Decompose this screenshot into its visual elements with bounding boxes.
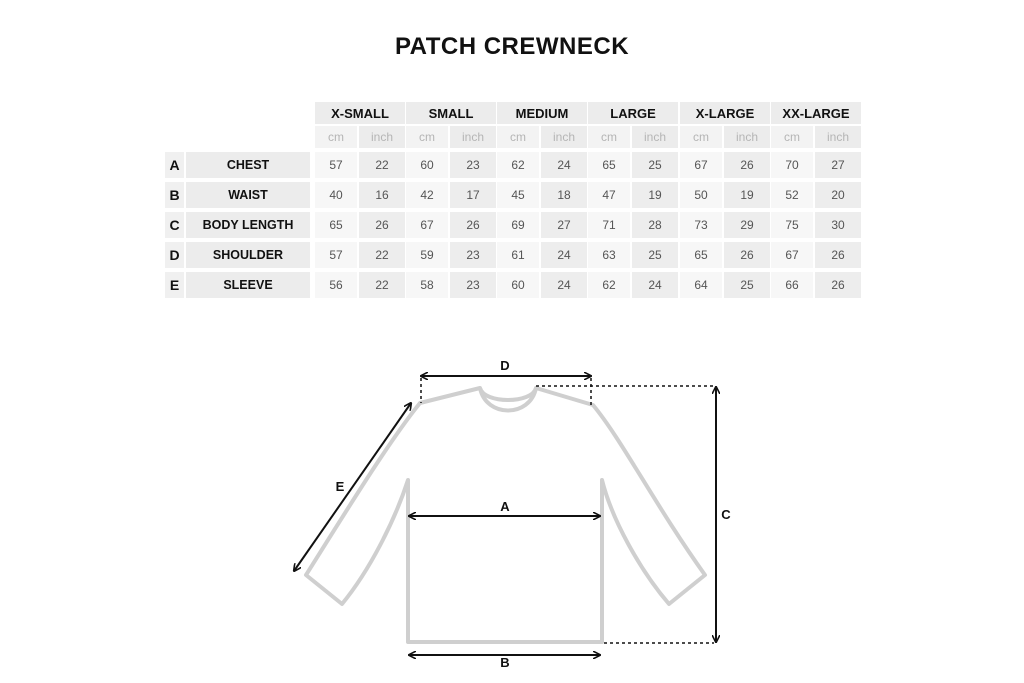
value-inch: 20 (815, 182, 861, 208)
value-cm: 65 (315, 212, 357, 238)
value-cm: 50 (680, 182, 722, 208)
value-cm: 42 (406, 182, 448, 208)
unit-label-inch: inch (359, 126, 405, 148)
value-inch: 29 (724, 212, 770, 238)
unit-label-inch: inch (632, 126, 678, 148)
value-inch: 27 (541, 212, 587, 238)
unit-label-inch: inch (815, 126, 861, 148)
value-cm: 67 (771, 242, 813, 268)
value-cm: 65 (588, 152, 630, 178)
value-cm: 40 (315, 182, 357, 208)
value-cm: 69 (497, 212, 539, 238)
value-cm: 70 (771, 152, 813, 178)
value-inch: 19 (724, 182, 770, 208)
value-inch: 27 (815, 152, 861, 178)
value-inch: 24 (632, 272, 678, 298)
value-inch: 24 (541, 152, 587, 178)
unit-label-cm: cm (588, 126, 630, 148)
size-header: SMALL (406, 102, 496, 124)
value-cm: 57 (315, 152, 357, 178)
value-inch: 18 (541, 182, 587, 208)
value-inch: 22 (359, 242, 405, 268)
value-inch: 16 (359, 182, 405, 208)
value-inch: 23 (450, 272, 496, 298)
value-inch: 26 (450, 212, 496, 238)
size-header: X-LARGE (680, 102, 770, 124)
row-letter: A (165, 152, 184, 178)
unit-label-cm: cm (680, 126, 722, 148)
dimension-label-b: B (500, 655, 510, 670)
size-header: X-SMALL (315, 102, 405, 124)
value-cm: 71 (588, 212, 630, 238)
value-inch: 26 (359, 212, 405, 238)
value-cm: 62 (497, 152, 539, 178)
unit-label-cm: cm (406, 126, 448, 148)
value-inch: 28 (632, 212, 678, 238)
value-cm: 62 (588, 272, 630, 298)
measurement-name: SLEEVE (186, 272, 310, 298)
value-cm: 67 (406, 212, 448, 238)
value-cm: 67 (680, 152, 722, 178)
value-cm: 45 (497, 182, 539, 208)
value-cm: 63 (588, 242, 630, 268)
value-inch: 30 (815, 212, 861, 238)
value-inch: 25 (724, 272, 770, 298)
value-cm: 60 (497, 272, 539, 298)
sweater-collar (480, 388, 536, 400)
value-cm: 56 (315, 272, 357, 298)
dimension-label-e: E (335, 479, 345, 494)
value-inch: 26 (724, 152, 770, 178)
measurement-name: CHEST (186, 152, 310, 178)
size-header: XX-LARGE (771, 102, 861, 124)
unit-label-inch: inch (541, 126, 587, 148)
value-cm: 75 (771, 212, 813, 238)
value-inch: 22 (359, 272, 405, 298)
row-letter: E (165, 272, 184, 298)
value-cm: 60 (406, 152, 448, 178)
measurement-name: SHOULDER (186, 242, 310, 268)
unit-label-inch: inch (724, 126, 770, 148)
dimension-label-c: C (721, 507, 731, 522)
row-letter: C (165, 212, 184, 238)
row-letter: B (165, 182, 184, 208)
value-inch: 22 (359, 152, 405, 178)
unit-label-cm: cm (315, 126, 357, 148)
value-inch: 26 (815, 242, 861, 268)
dimension-line-e (294, 403, 411, 571)
value-inch: 25 (632, 152, 678, 178)
value-cm: 66 (771, 272, 813, 298)
value-cm: 58 (406, 272, 448, 298)
value-cm: 73 (680, 212, 722, 238)
measurement-name: WAIST (186, 182, 310, 208)
unit-label-cm: cm (771, 126, 813, 148)
value-inch: 26 (724, 242, 770, 268)
size-header: MEDIUM (497, 102, 587, 124)
value-cm: 65 (680, 242, 722, 268)
value-cm: 57 (315, 242, 357, 268)
size-header: LARGE (588, 102, 678, 124)
value-cm: 61 (497, 242, 539, 268)
value-cm: 52 (771, 182, 813, 208)
value-cm: 59 (406, 242, 448, 268)
value-cm: 64 (680, 272, 722, 298)
dimension-label-d: D (500, 358, 510, 373)
value-cm: 47 (588, 182, 630, 208)
value-inch: 23 (450, 242, 496, 268)
value-inch: 25 (632, 242, 678, 268)
page-title: PATCH CREWNECK (394, 33, 630, 60)
value-inch: 23 (450, 152, 496, 178)
row-letter: D (165, 242, 184, 268)
value-inch: 24 (541, 242, 587, 268)
measurement-name: BODY LENGTH (186, 212, 310, 238)
dimension-label-a: A (500, 499, 510, 514)
value-inch: 19 (632, 182, 678, 208)
unit-label-inch: inch (450, 126, 496, 148)
unit-label-cm: cm (497, 126, 539, 148)
value-inch: 26 (815, 272, 861, 298)
value-inch: 24 (541, 272, 587, 298)
value-inch: 17 (450, 182, 496, 208)
